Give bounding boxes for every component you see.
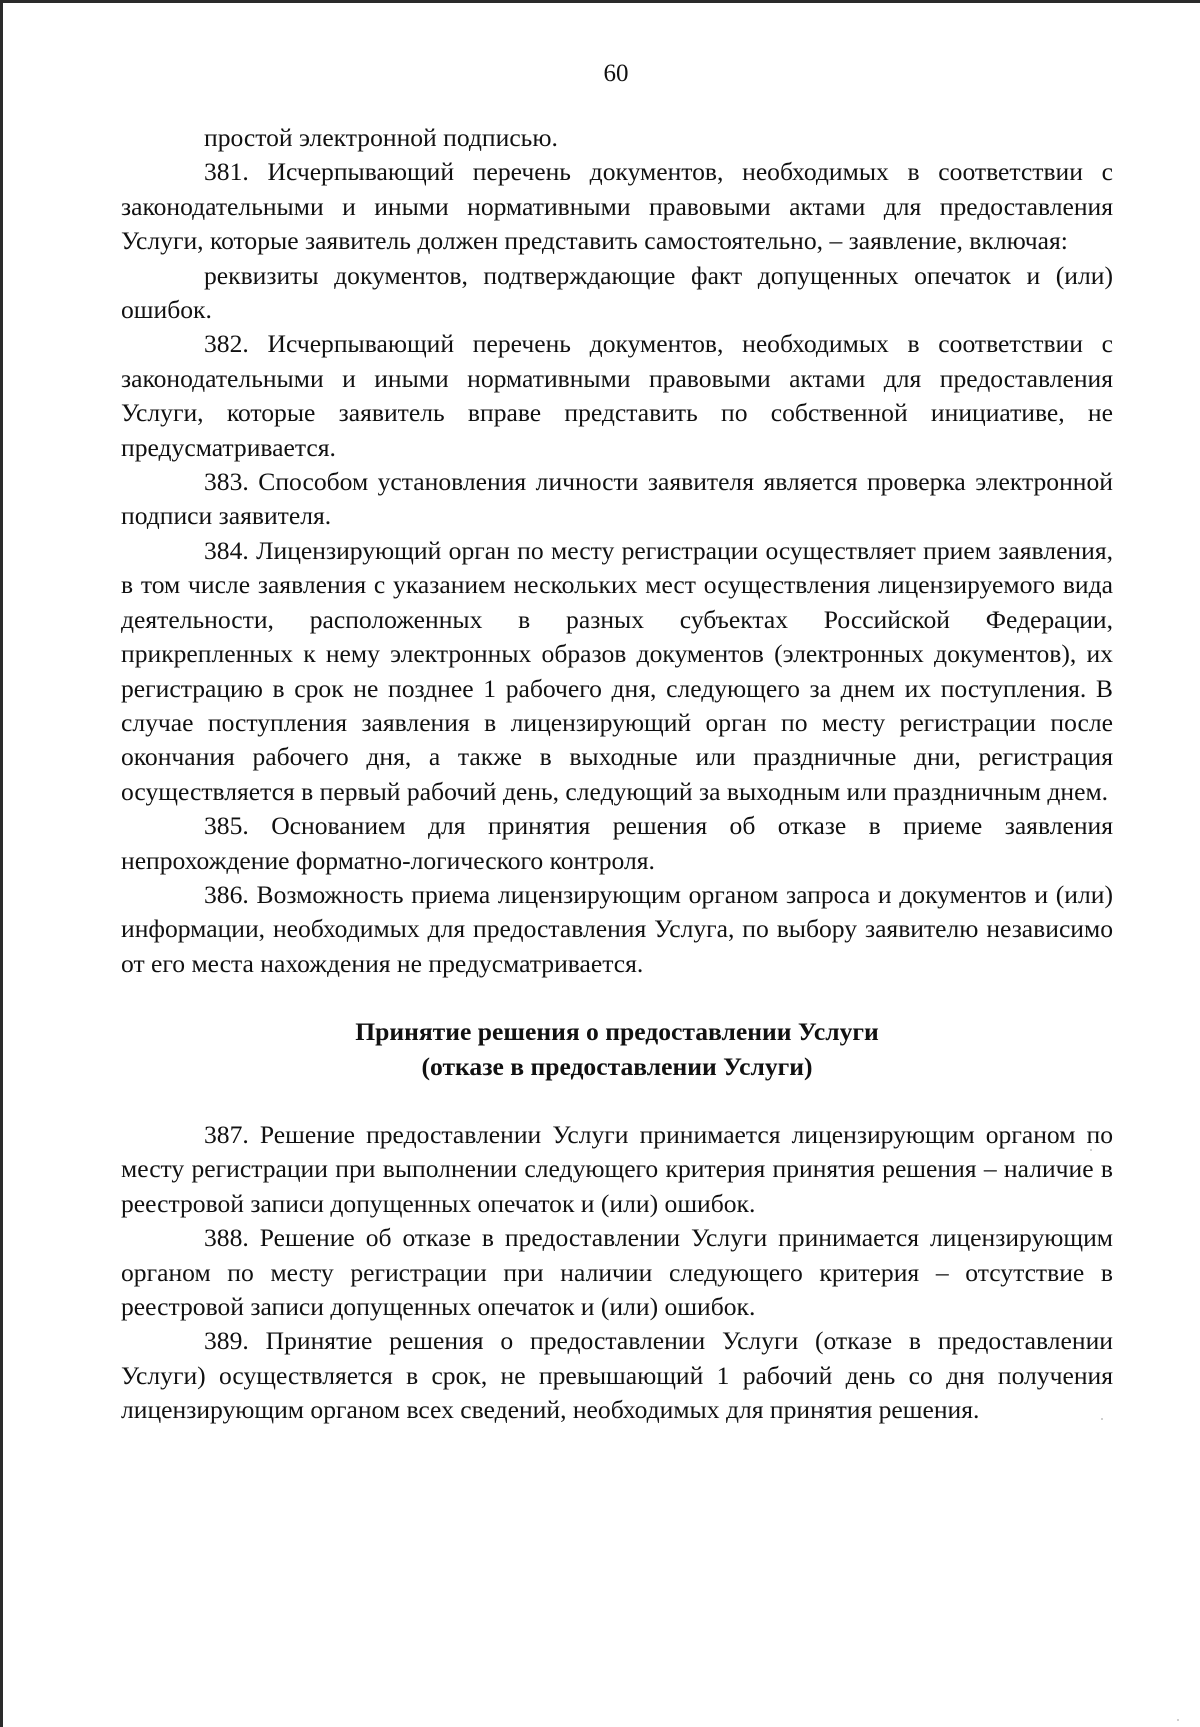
section-heading-line-2: (отказе в предоставлении Услуги) (421, 1051, 813, 1081)
section-heading-line-1: Принятие решения о предоставлении Услуги (355, 1017, 879, 1047)
paragraph-384: 384. Лицензирующий орган по месту регистрации осуществляет прием заявления, в том числе заявления с указанием нескольких мест осуществления лицензируемого вида деятельности, расположенных в разных субъектах Российской Федерации, прикрепленных к нему электронных образов документов (электронных документов), их регистрацию в срок не позднее 1 рабочего дня, следующего за днем их поступления. В случае поступления заявления в лицензирующий орган по месту регистрации после окончания рабочего дня, а также в выходные или праздничные дни, регистрация осуществляется в первый рабочий день, следующий за выходным или праздничным днем. (121, 535, 1113, 806)
paragraph-continuation: простой электронной подписью. (204, 123, 558, 152)
scan-speck (1177, 1719, 1179, 1721)
paragraph-389: 389. Принятие решения о предоставлении Услуги (отказе в предоставлении Услуги) осуществляется в срок, не превышающий 1 рабочий день со дня получения лицензирующим органом всех сведений, необходимых для принятия решения. (121, 1326, 1113, 1425)
paragraph-381: 381. Исчерпывающий перечень документов, необходимых в соответствии с законодательными и иными нормативными правовыми актами для предоставления Услуги, которые заявитель должен представить самостоятельно, – заявление, включая: (121, 157, 1113, 256)
paragraph-382: 382. Исчерпывающий перечень документов, необходимых в соответствии с законодательными и иными нормативными правовыми актами для предоставления Услуги, которые заявитель вправе представить по собственной инициативе, не предусматривается. (121, 329, 1113, 462)
paragraph-383: 383. Способом установления личности заявителя является проверка электронной подписи заявителя. (121, 467, 1113, 531)
page-number: 60 (603, 60, 629, 87)
section-heading (121, 1015, 1113, 1084)
document-body (121, 121, 1113, 1428)
scan-speck (1101, 1418, 1103, 1420)
paragraph-385: 385. Основанием для принятия решения об отказе в приеме заявления непрохождение форматно-логического контроля. (121, 811, 1113, 875)
paragraph-388: 388. Решение об отказе в предоставлении Услуги принимается лицензирующим органом по месту регистрации при наличии следующего критерия – отсутствие в реестровой записи допущенных опечаток и (или) ошибок. (121, 1223, 1113, 1321)
paragraph-386: 386. Возможность приема лицензирующим органом запроса и документов и (или) информации, необходимых для предоставления Услуга, по выбору заявителю независимо от его места нахождения не предусматривается. (121, 879, 1113, 978)
scan-speck (1090, 1149, 1092, 1151)
paragraph-387: 387. Решение предоставлении Услуги принимается лицензирующим органом по месту регистрации при выполнении следующего критерия принятия решения – наличие в реестровой записи допущенных опечаток и (или) ошибок. (121, 1119, 1113, 1218)
paragraph-381-requisites: реквизиты документов, подтверждающие факт допущенных опечаток и (или) ошибок. (121, 260, 1113, 325)
